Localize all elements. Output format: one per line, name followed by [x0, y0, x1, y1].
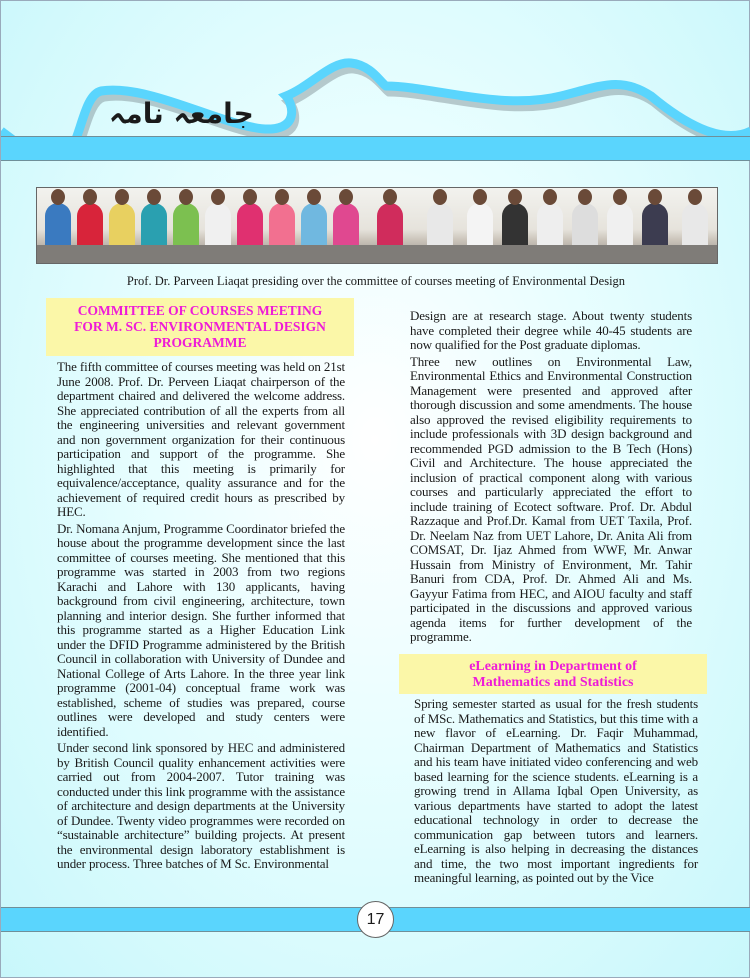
photo-caption: Prof. Dr. Parveen Liaqat presiding over the committee of courses meeting of Environmental Design [126, 274, 626, 288]
person-figure [607, 203, 633, 249]
page-number: 17 [357, 901, 394, 938]
right-column [410, 309, 692, 647]
paragraph: Design are at research stage. About twenty students have completed their degree while 40-45 students are now qualified for the Post graduate diplomas. [410, 308, 692, 352]
person-figure [205, 203, 231, 249]
paragraph: Three new outlines on Environmental Law, Environmental Ethics and Environmental Construction Management were presented and approved after thorough discussion and some amendments. The house also approved the revised eligibility requirements to include professionals with 3D design background and recommended PGD admission to the B Tech (Hons) Civil and Architecture. The house appreciated the inclusion of practical component along with various courses and particularly appreciated the effort to include training of Ecotect software. Prof. Dr. Abdul Razzaque and Prof.Dr. Kamal from UET Taxila, Prof. Dr. Neelam Naz from UET Lahore, Dr. Anita Ali from COMSAT, Dr. Ijaz Ahmed from WWF, Mr. Anwar Hussain from Ministry of Environment, Mr. Tahir Banuri from CDA, Prof. Dr. Ahmed Ali and Ms. Gayyur Fatima from HEC, and AIOU faculty and staff participated in the discussions and approved various agenda items for further development of the programme. [410, 353, 692, 644]
person-figure [537, 203, 563, 249]
person-figure [237, 203, 263, 249]
magazine-logo: جامعہ نامہ [109, 97, 254, 130]
right-column-elearning [414, 697, 698, 888]
person-figure [642, 203, 668, 249]
person-figure [109, 203, 135, 249]
title-line: Mathematics and Statistics [472, 675, 634, 690]
meeting-photo [36, 187, 718, 264]
person-figure [572, 203, 598, 249]
person-figure [45, 203, 71, 249]
title-line: eLearning in Department of [469, 659, 637, 674]
title-line: COMMITTEE OF COURSES MEETING [77, 303, 323, 318]
header-band [1, 136, 750, 161]
person-figure [502, 203, 528, 249]
article-title-committee [46, 298, 354, 356]
paragraph: Spring semester started as usual for the fresh students of MSc. Mathematics and Statistics, but this time with a new flavor of eLearning. Dr. Faqir Muhammad, Chairman Department of Mathematics and Statistics and his team have initiated video conferencing and web based learning for the science students. eLearning is a growing trend in Allama Iqbal Open University, as various departments have started to adopt the latest educational technology in order to decrease the communication gap between tutors and learners. eLearning is also helping in decreasing the distances and time, the two most important ingredients for meaningful learning, as pointed out by the Vice [414, 696, 698, 885]
title-line: FOR M. SC. ENVIRONMENTAL DESIGN [74, 319, 326, 334]
person-figure [141, 203, 167, 249]
person-figure [173, 203, 199, 249]
person-figure [301, 203, 327, 249]
person-figure [682, 203, 708, 249]
person-figure [377, 203, 403, 249]
person-figure [467, 203, 493, 249]
title-line: PROGRAMME [153, 335, 247, 350]
article-title-elearning [399, 654, 707, 694]
person-figure [269, 203, 295, 249]
paragraph: Under second link sponsored by HEC and administered by British Council quality enhancement activities were carried out from 2004-2007. Tutor training was conducted under this link programme with the assistance of architecture and design departments at the University of Dundee. Twenty video programmes were recorded on “sustainable architecture” building projects. At present the environmental design laboratory establishment is under process. Three batches of M Sc. Environmental [57, 740, 345, 871]
person-figure [77, 203, 103, 249]
person-figure [427, 203, 453, 249]
person-figure [333, 203, 359, 249]
paragraph: The fifth committee of courses meeting was held on 21st June 2008. Prof. Dr. Perveen Liaqat chairperson of the department chaired and delivered the welcome address. She appreciated contribution of all the experts from all the engineering universities and relevant government and non government organization for their continuous participation and support of the programme. She highlighted that this meeting is primarily for equivalence/acceptance, quality assurance and for the achievement of required credit hours as prescribed by HEC. [57, 359, 345, 519]
meeting-table [37, 245, 717, 263]
left-column [57, 360, 345, 874]
paragraph: Dr. Nomana Anjum, Programme Coordinator briefed the house about the programme development since the last committee of courses meeting. She mentioned that this programme was started in 2003 from two regions Karachi and Lahore with 130 applicants, having background from civil engineering, architecture, town planning and interior design. She further informed that this programme started as a Higher Education Link under the DFID Programme administered by the British Council in collaboration with University of Dundee and National College of Arts Lahore. In the three year link programme (2001-04) conceptual frame work was established, scheme of studies was prepared, course outlines were developed and study centers were identified. [57, 520, 345, 739]
